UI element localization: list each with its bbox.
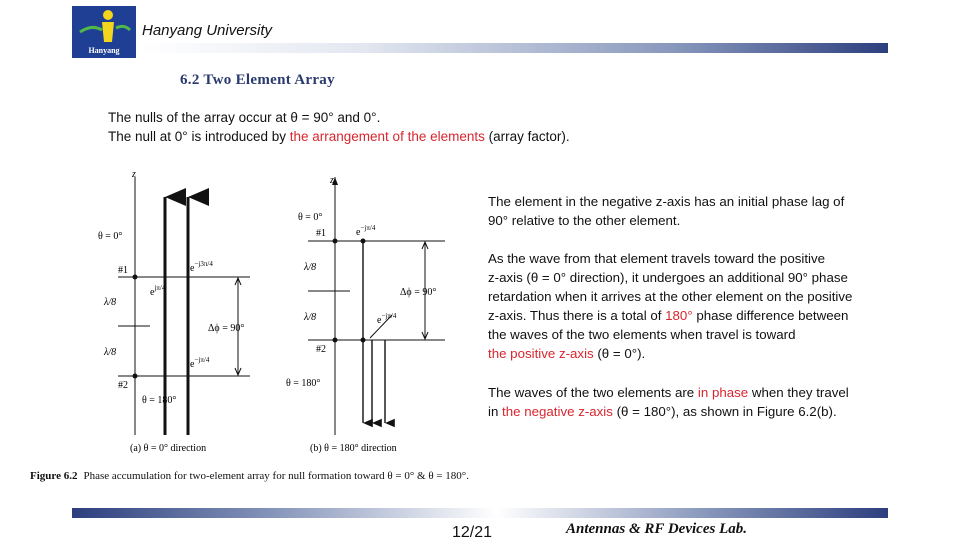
el1-label-b: #1 [316,228,326,239]
para1-line1: The element in the negative z-axis has an initial phase lag of [488,194,845,209]
para3-line2-highlight: the negative z-axis [502,404,613,419]
university-name: Hanyang University [142,22,273,39]
dphi-label-b: Δϕ = 90° [400,287,437,298]
phase-2-a [150,284,166,298]
page-number: 12/21 [452,524,493,541]
dphi-label-a: Δϕ = 90° [208,323,245,334]
z-label-b: z [330,175,334,186]
figure-caption-text: Phase accumulation for two-element array for null formation toward θ = 0° & θ = 180°. [83,470,469,482]
phase-1-base-a: e [190,263,195,274]
intro-line-2 [108,129,570,144]
para3-line1-highlight: in phase [697,385,749,400]
lambda2-label-b: λ/8 [304,312,317,323]
para3-line1-post: when they travel [748,385,849,400]
subcaption-b: (b) θ = 180° direction [310,443,397,454]
slide-title: 6.2 Two Element Array [180,72,335,88]
para2-line3: retardation when it arrives at the other element on the positive [488,289,853,304]
lambda2-label-a: λ/8 [104,347,117,358]
phase-1-exp-b: −jπ/4 [360,224,376,232]
phase-2-base-a: e [150,287,155,298]
element-2-dot-b [333,338,338,343]
para3-line1-pre: The waves of the two elements are [488,385,698,400]
para2-line5: the waves of the two elements when travel is toward [488,327,796,342]
intro-line-2-highlight: the arrangement of the elements [289,129,485,144]
para2-line4-post: phase difference between [692,308,849,323]
phase-3-exp-a: −jπ/4 [194,356,210,364]
phase-1-exp-a: −j3π/4 [194,260,213,268]
figure-caption-label: Figure 6.2 [30,470,78,482]
phase-3-a [190,356,210,370]
el2-label-b: #2 [316,344,326,355]
element-2-dot-a [133,374,138,379]
footer-bar [72,508,888,518]
lambda1-label-a: λ/8 [104,297,117,308]
phase-2-base-b: e [377,315,382,326]
para2-line4 [488,306,848,325]
phase-1-b [356,224,376,238]
para3-line2-post: (θ = 180°), as shown in Figure 6.2(b). [612,404,837,419]
para2-line6-post: (θ = 0°). [593,346,646,361]
intro-line-2-post: (array factor). [484,129,570,144]
header-bar [140,43,888,53]
university-logo [72,6,136,58]
para3-line2 [488,402,837,421]
para2-line6 [488,344,645,363]
para2-line4-highlight: 180° [665,308,693,323]
theta0-label-a: θ = 0° [98,231,123,242]
phase-1-base-b: e [356,227,361,238]
phase-2-exp-a: jπ/4 [154,284,166,292]
para2-line2: z-axis (θ = 0° direction), it undergoes an additional 90° phase [488,270,848,285]
para2-line6-highlight: the positive z-axis [488,346,594,361]
para2-line1: As the wave from that element travels toward the positive [488,251,826,266]
lab-name: Antennas & RF Devices Lab. [566,521,747,537]
para3-line1 [488,383,849,402]
lambda1-label-b: λ/8 [304,262,317,273]
phase-2-exp-b: −jπ/4 [381,312,397,320]
phase-2-b [377,312,397,326]
para1-line2: 90° relative to the other element. [488,213,681,228]
para2-line4-pre: z-axis. Thus there is a total of [488,308,666,323]
theta180-label-b: θ = 180° [286,378,321,389]
para3-line2-pre: in [488,404,503,419]
el1-label-a: #1 [118,265,128,276]
intro-line-1: The nulls of the array occur at θ = 90° and 0°. [108,110,381,125]
theta0-label-b: θ = 0° [298,212,323,223]
phase-1-a [190,260,213,274]
figure-caption [30,470,469,482]
figure-b [286,175,445,454]
intro-line-2-pre: The null at 0° is introduced by [108,129,290,144]
subcaption-a: (a) θ = 0° direction [130,443,207,454]
figure-a [98,169,250,454]
phase-3-base-a: e [190,359,195,370]
z-label-a: z [132,169,136,180]
figure-diagram [90,165,480,465]
element-1-dot-a [133,275,138,280]
element-1-dot-b [333,239,338,244]
theta180-label-a: θ = 180° [142,395,177,406]
logo-text: Hanyang [88,46,120,55]
el2-label-a: #2 [118,380,128,391]
